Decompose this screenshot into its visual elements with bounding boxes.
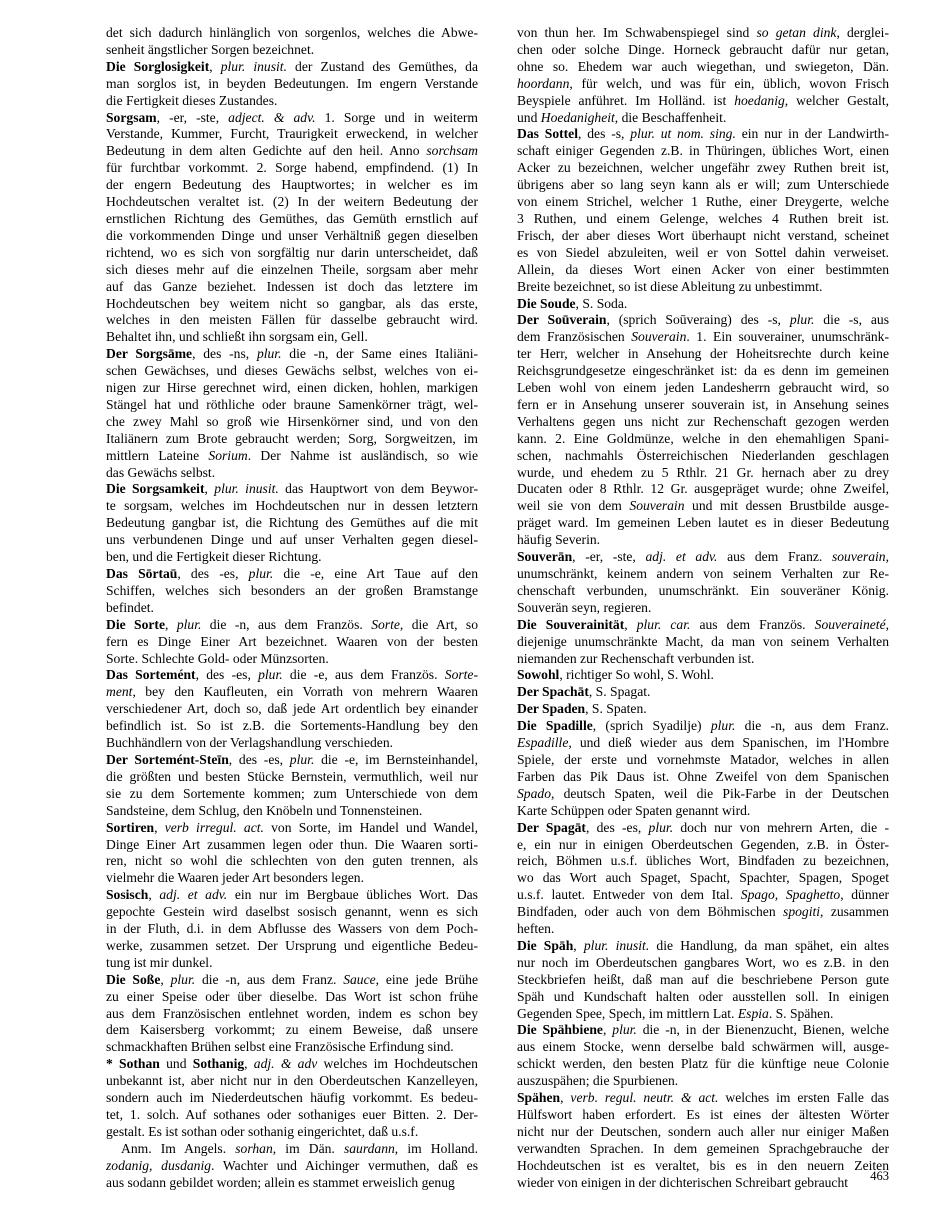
text-line: kann. 2. Eine Goldmünze, welche in den ehemahligen Spani- [517,430,889,446]
text-line: schmackhaften Brühen selbst eine Französische Erfindung sind. [106,1039,454,1055]
text-line: befindlich ist. So ist z.B. die Sortements-Handlung bey den [106,718,478,734]
dictionary-entry [517,684,889,701]
text-line: Stängel hat und röthliche oder braune Samenkörner trägt, wel- [106,396,478,412]
text-line: nur noch im Oberdeutschen gangbares Wort, wo es z.B. in den [517,954,889,970]
column-left [106,25,478,1192]
text-line: Das Sortemént, des -es, plur. die -e, aus dem Französ. Sorte- [106,667,478,683]
text-line: tet, 1. solch. Auf sothanes oder sothaniges euer Bitten. 2. Der- [106,1107,478,1122]
text-line: auf das Ganze beziehet. Indessen ist doch das letztere im [106,278,478,294]
text-line: Dinge Einer Art zusammen legen oder thun. Die Waaren sorti- [106,836,478,852]
text-line: mittlern Lateine Sorium. Der Nahme ist ausländisch, so wie [106,447,478,463]
text-line: wurde, und ehedem zu 5 Rthlr. 21 Gr. hernach aber zu drey [517,464,889,480]
text-line: Steckbriefen heißt, daß man auf die beschriebene Person gute [517,971,889,987]
dictionary-entry [517,701,889,718]
text-line: Sandsteine, dem Schlug, den Knöbeln und Tonnensteinen. [106,802,423,818]
text-line: nicht nur der Deutschen, sondern auch aller nur einiger Maßen [517,1123,889,1139]
text-line: Bedeutung in dem alten Gedichte auf den heil. Anno sorchsam [106,143,478,159]
text-line: aus sodann gebildet worden; allein es stammet erweislich genug [106,1174,455,1190]
text-line: Spiele, der erste und vornehmste Matador, welches in allen [517,751,889,767]
text-line: tung ist mir dunkel. [106,954,213,970]
text-line: schaft einiger Gegenden z.B. in Thüringen, übliches Wort, einen [517,143,889,159]
text-line: Bindfaden, oder auch von dem Böhmischen spogiti, zusammen [517,904,889,920]
dictionary-entry [106,346,478,481]
text-line: Sowohl, richtiger So wohl, S. Wohl. [517,667,714,683]
text-line: welches in den meisten Fällen für dasselbe gebraucht wird. [106,312,478,328]
text-line: fern es Dinge Einer Art bezeichnet. Waaren von der besten [106,633,478,649]
dictionary-entry [106,110,478,347]
column-right [517,25,889,1192]
text-line: Der Sortemént-Steīn, des -es, plur. die -e, im Bernsteinhandel, [106,751,478,767]
text-line: Hülfswort haben erfordert. Es ist eines der ältesten Wörter [517,1107,889,1122]
text-line: befindet. [106,599,154,615]
dictionary-entry [106,1056,478,1141]
dictionary-entry [517,1022,889,1090]
text-line: Espadille, und dieß wieder aus dem Spanischen, im l'Hombre [517,735,889,751]
text-line: die vorkommenden Dinge und unser Verhältniß gegen dieselben [106,227,478,243]
text-line: senheit ängstlicher Sorgen bezeichnet. [106,41,315,57]
dictionary-entry [106,820,478,888]
text-line: Die Spāh, plur. inusit. die Handlung, da man spähet, ein altes [517,937,889,953]
text-line: schen Gewächses, und dieses Gewächs selbst, welches von ei- [106,363,478,379]
text-line: Der Sorgsāme, des -ns, plur. die -n, der Same eines Italiäni- [106,346,478,362]
text-line: präget ward. Im gemeinen Leben lautet es in dieser Bedeutung [517,515,889,531]
text-line: gepochte Gestein wird daselbst sosisch genannt, wenn es sich [106,904,478,920]
text-line: Reichsgrundgesetze eingeschränket ist: da es denn im gemeinen [517,363,889,379]
text-line: uns verbundenen Dinge und auf unser Verhalten gegen diesel- [106,532,478,548]
text-line: Die Souverainität, plur. car. aus dem Französ. Souveraineté, [517,616,889,632]
text-line: werke, zusammen setzet. Der Ursprung und eigentliche Bedeu- [106,937,478,953]
dictionary-entry [106,617,478,668]
text-line: Allein, da dieses Wort einen Acker von einer bestimmten [517,261,889,277]
text-line: wieder von einigen in der dichterischen Schreibart gebraucht [517,1174,849,1190]
text-line: te sorgsam, welches im Hochdeutschen nur in dessen letztern [106,498,478,514]
text-line: hoordann, für welch, und was für ein, üblich, wovon Frisch [517,75,889,91]
text-line: diejenige unumschränkte Macht, da man von seinem Verhalten [517,633,889,649]
text-line: Hochdeutschen bey weitem nicht so gangbar, als das erste, [106,295,478,311]
text-line: fern er in Ansehung unserer souverain ist, in Ansehung seines [517,396,889,412]
text-line: 3 Ruthen, und einem Gelenge, welches 4 Ruthen breit ist. [517,210,889,226]
text-line: Souverān, -er, -ste, adj. et adv. aus dem Franz. souverain, [517,549,889,565]
text-line: verschiedener Art, doch so, daß jede Art ordentlich bey einander [106,701,478,717]
dictionary-entry [517,617,889,668]
text-line: Hochdeutschen ist es veraltet, bis es in den neuern Zeiten [517,1157,889,1173]
dictionary-entry [106,59,478,110]
dictionary-entry [106,972,478,1057]
text-line: Die Sorte, plur. die -n, aus dem Französ. Sorte, die Art, so [106,616,478,632]
dictionary-entry [517,296,889,313]
text-line: Farben das Pik Daus ist. Ohne Zweifel von dem Spanischen [517,768,889,784]
dictionary-entry [517,938,889,1023]
text-line: nigen zur Hirse gerechnet wird, einen dicken, hohlen, markigen [106,380,478,396]
text-line: Frisch, der aber dieses Wort überhaupt nicht verstand, scheinet [517,227,889,243]
text-line: man sorglos ist, in beyden Bedeutungen. Im engern Verstande [106,75,478,91]
text-line: Buchhändlern von der Verlagshandlung verschieden. [106,735,394,751]
text-line: die Fertigkeit dieses Zustandes. [106,92,278,108]
dictionary-entry [106,481,478,566]
text-line: niemanden zur Rechenschaft verbunden ist. [517,650,755,666]
text-line: Bedeutung gangbar ist, die Richtung des Gemüthes auf die mit [106,515,478,531]
text-line: sich dieses mehr auf die einzelnen Theile, sorgsam aber mehr [106,261,478,277]
text-line: e, ein nur in einigen Oberdeutschen Gegenden, z.B. in Öster- [517,836,889,852]
text-line: heften. [517,921,555,937]
text-line: Das Sōrtaū, des -es, plur. die -e, eine Art Taue auf den [106,566,478,581]
dictionary-entry [517,549,889,617]
text-line: unbekannt ist, aber nicht nur in den Oberdeutschen Kanzelleyen, [106,1073,478,1089]
dictionary-entry [517,820,889,938]
text-line: zodanig, dusdanig. Wachter und Aichinger vermuthen, daß es [106,1157,478,1173]
dictionary-entry [106,887,478,972]
text-line: Das Sottel, des -s, plur. ut nom. sing. ein nur in der Landwirth- [517,126,889,142]
text-line: det sich dadurch hinlänglich von sorgenlos, welches die Abwe- [106,25,478,40]
text-line: es von Siedel abzuleiten, weil er von Sottel dahin verweiset. [517,244,889,260]
text-line: Acker zu bezeichnen, welcher ungefähr zwey Ruthen breit ist, [517,160,889,176]
text-line: wo das Wort auch Spaget, Spacht, Spachter, Spagen, Spoget [517,870,889,886]
text-line: Karte Schüppen oder Spaten genannt wird. [517,802,751,818]
text-line: der engern Bedeutung des Hauptwortes; in welcher es im [106,177,478,193]
text-line: Die Sorglosigkeit, plur. inusit. der Zustand des Gemüthes, da [106,58,478,74]
text-line: Ducaten oder 8 Rthlr. 12 Gr. ausgepräget wurde; ohne Zweifel, [517,481,889,497]
text-line: Sortiren, verb irregul. act. von Sorte, im Handel und Wandel, [106,819,478,835]
text-line: und Hoedanigheit, die Beschaffenheit. [517,109,727,125]
text-line: ernstlichen Richtung des Gemüthes, das Gemüth ernstlich auf [106,210,478,226]
text-line: aus dem Französischen entlehnet worden, indem es schon bey [106,1005,478,1021]
text-line: Verhaltens gegen uns nicht zur Rechenschaft gezogen werden [517,413,889,429]
text-line: auszuspähen; die Spurbienen. [517,1073,679,1089]
text-line: zu einer Speise oder über dieselbe. Das Wort ist schon frühe [106,988,478,1004]
text-line: Der Spachāt, S. Spagat. [517,684,651,700]
text-line: Der Soūverain, (sprich Soūveraing) des -s, plur. die -s, aus [517,312,889,328]
text-line: chen oder solche Dinge. Horneck gebraucht dafür nur getan, [517,41,889,57]
text-line: Spähen, verb. regul. neutr. & act. welches im ersten Falle das [517,1090,889,1106]
text-line: Späh und Kundschaft halten oder ausstellen soll. In einigen [517,988,889,1004]
text-line: Die Sorgsamkeit, plur. inusit. das Hauptwort von dem Beywor- [106,481,478,497]
dictionary-entry [517,312,889,549]
text-line: Sosisch, adj. et adv. ein nur im Bergbaue übliches Wort. Das [106,887,478,903]
text-line: von thun her. Im Schwabenspiegel sind so getan dink, derglei- [517,25,889,40]
text-line: ben, und die Fertigkeit dieser Richtung. [106,549,322,565]
text-line: Anm. Im Angels. sorhan, im Dän. saurdann, im Holland. [121,1140,478,1156]
text-line: richtend, wo es sich von sorgfältig nur darin unterscheidet, daß [106,244,478,260]
text-line: schen, nachmahls Österreichischen Niederlanden geschlagen [517,447,889,463]
dictionary-entry [517,25,889,126]
text-line: Hochdeutschen veraltet ist. (2) In der weitern Bedeutung der [106,194,478,210]
text-line: dem Französischen Souverain. 1. Ein souverainer, unumschränk- [517,329,889,345]
text-line: ment, bey den Kaufleuten, ein Vorrath von mehrern Waaren [106,684,478,700]
text-line: in der Fluth, d.i. in dem Abflusse des Wassers von dem Poch- [106,921,478,937]
text-line: Schiffen, welches sich besonders an der großen Bramstange [106,582,478,598]
dictionary-entry [106,566,478,617]
text-line: Spado, deutsch Spaten, weil die Pik-Farbe in der Deutschen [517,785,889,801]
text-line: Beyspiele anführet. Im Holländ. ist hoedanig, welcher Gestalt, [517,92,889,108]
text-line: gestalt. Es ist sothan oder sothanig eingerichtet, daß u.s.f. [106,1123,419,1139]
text-line: Der Spagāt, des -es, plur. doch nur von mehrern Arten, die - [517,819,889,835]
text-line: Italiänern zum Brote gebraucht werden; Sorg, Sorgweitzen, im [106,430,478,446]
page-number: 463 [870,1169,889,1183]
text-line: Die Spähbiene, plur. die -n, in der Bienenzucht, Bienen, welche [517,1022,889,1038]
text-line: Die Soße, plur. die -n, aus dem Franz. Sauce, eine jede Brühe [106,971,478,987]
text-line: sondern auch im Niederdeutschen häufig vorkommt. Es bedeu- [106,1090,478,1106]
text-line: übrigens aber so lang seyn kann als er will; zum Unterschiede [517,177,889,193]
text-line: aus einem Stocke, wenn derselbe bald schwärmen will, ausge- [517,1039,889,1055]
text-line: ren, nicht so wohl die schlechten von den guten trennen, als [106,853,478,869]
text-line: * Sothan und Sothanig, adj. & adv welches im Hochdeutschen [106,1056,478,1072]
text-line: dem Kaisersberg vorkommt; zu einem Beweise, daß unsere [106,1022,478,1038]
dictionary-entry [517,126,889,295]
text-line: ter Herr, welcher in Ansehung der Hoheitsrechte durch keine [517,346,889,362]
text-line: Die Spadille, (sprich Syadilje) plur. die -n, aus dem Franz. [517,718,889,734]
text-line: u.s.f. lautet. Entweder von dem Ital. Spago, Spaghetto, dünner [517,887,889,903]
text-line: schickt werden, den besten Platz für die künftige neue Colonie [517,1056,889,1072]
text-line: die größten und besten Stücke Bernstein, vermuthlich, weil nur [106,768,478,784]
dictionary-entry [106,667,478,752]
dictionary-entry [517,718,889,819]
text-line: Die Soude, S. Soda. [517,295,628,311]
text-line: häufig Severin. [517,532,601,548]
dictionary-entry [106,25,478,59]
text-line: für furchtbar vorkommt. 2. Sorge habend, empfindend. (1) In [106,160,478,176]
text-line: Behaltet ihn, und schließt ihn sorgsam ein, Gell. [106,329,368,345]
text-line: Der Spaden, S. Spaten. [517,701,647,717]
text-line: unumschränkt, keinem andern von seinem Verhalten zur Re- [517,566,889,581]
dictionary-entry [517,667,889,684]
text-line: das Gewächs selbst. [106,464,216,480]
text-line: Breite bezeichnet, so ist diese Ableitung zu unbestimmt. [517,278,823,294]
text-line: weil sie von dem Souverain und mit dessen Brustbilde ausge- [517,498,889,514]
text-line: verwandten Sprachen. In dem gemeinen Sprachgebrauche der [517,1140,889,1156]
text-line: Leben wohl von einem jeden Landesherrn gebraucht wird, so [517,380,889,396]
text-line: chenschaft verbunden, unumschränkt. Ein souveräner König. [517,582,889,598]
text-line: Gegenden Spee, Spech, im mittlern Lat. Espia. S. Spähen. [517,1005,834,1021]
dictionary-entry [106,752,478,820]
text-line: von einem Strichel, welcher 1 Ruthe, einer Dreygerte, welche [517,194,889,210]
text-line: reich, Böhmen u.s.f. übliches Wort, Bindfaden zu bezeichnen, [517,853,889,869]
text-line: ohne so. Ehedem war auch wiegethan, und swiegeton, Dän. [517,58,889,74]
text-line: che zwey Mahl so groß wie Hirsenkörner sind, und von den [106,413,478,429]
text-line: Sorgsam, -er, -ste, adject. & adv. 1. Sorge und in weiterm [106,109,478,125]
dictionary-entry [106,1141,478,1192]
text-line: Sorte. Schlechte Gold- oder Münzsorten. [106,650,329,666]
text-line: vielmehr die Waaren jeder Art besonders legen. [106,870,364,886]
text-line: sie zu dem Sortemente kommen; zum Unterschiede von dem [106,785,478,801]
text-line: Souverän seyn, regieren. [517,599,652,615]
text-line: Verstande, Kummer, Furcht, Traurigkeit erweckend, in welcher [106,126,478,142]
